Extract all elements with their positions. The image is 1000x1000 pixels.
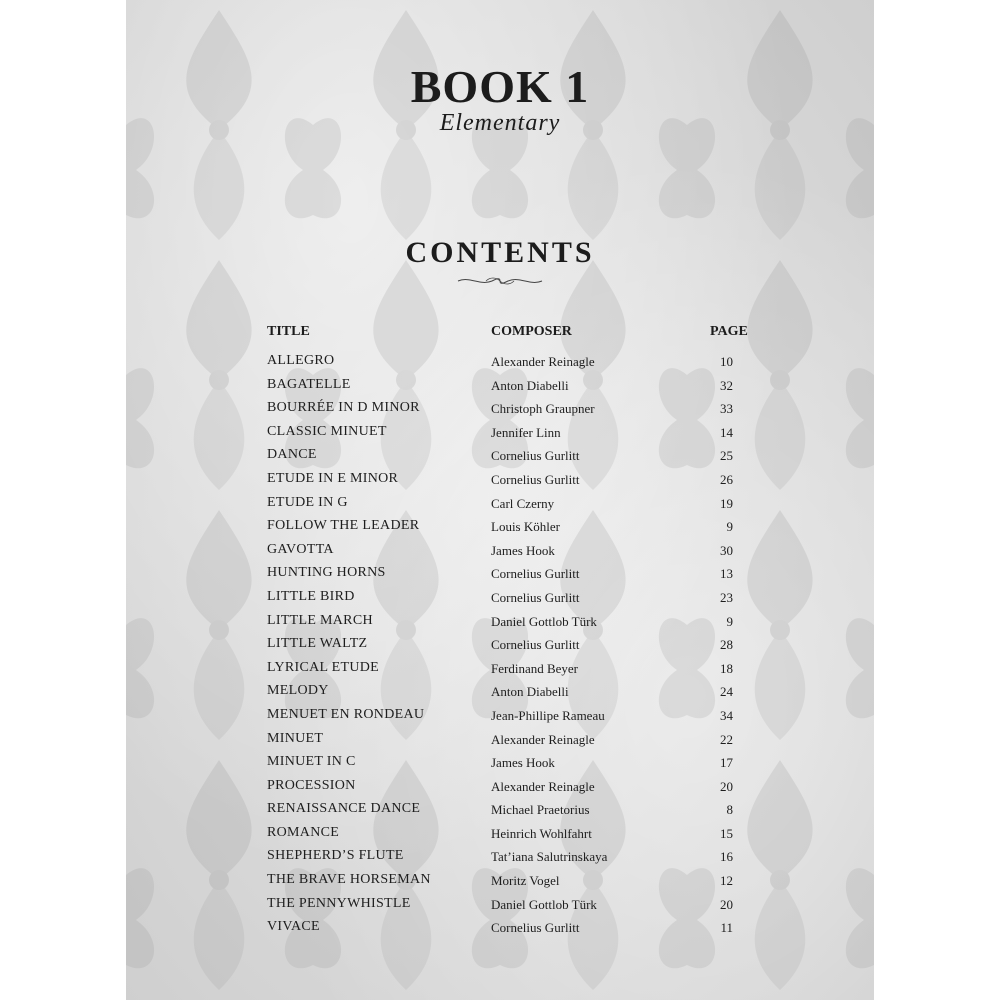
- toc-entry-page: 16: [720, 849, 733, 865]
- toc-entry-composer: Cornelius Gurlitt: [491, 566, 580, 582]
- toc-entry-title: ETUDE IN G: [267, 494, 348, 510]
- toc-entry-composer: Moritz Vogel: [491, 873, 560, 889]
- toc-entry: [267, 729, 747, 753]
- toc-entry: [267, 823, 747, 847]
- toc-entry-page: 14: [720, 424, 733, 440]
- toc-entry-composer: Christoph Graupner: [491, 401, 595, 417]
- toc-entry-title: MINUET: [267, 730, 324, 746]
- toc-entry-page: 32: [720, 377, 733, 393]
- toc-entry-page: 9: [726, 519, 733, 535]
- toc-entry-title: HUNTING HORNS: [267, 565, 386, 581]
- column-header-title: TITLE: [267, 324, 310, 339]
- toc-entry-title: THE PENNYWHISTLE: [267, 895, 411, 911]
- toc-entry-page: 26: [720, 471, 733, 487]
- toc-entry: [267, 634, 747, 658]
- toc-entry: [267, 658, 747, 682]
- toc-entry-composer: Alexander Reinagle: [491, 778, 595, 794]
- toc-entry-composer: Anton Diabelli: [491, 684, 569, 700]
- toc-entry: [267, 799, 747, 823]
- toc-entry-page: 11: [720, 920, 733, 936]
- toc-entry-composer: Tat’iana Salutrinskaya: [491, 849, 608, 865]
- toc-entry-title: RENAISSANCE DANCE: [267, 801, 421, 817]
- toc-entry-composer: Alexander Reinagle: [491, 731, 595, 747]
- toc-entry: [267, 469, 747, 493]
- toc-entry: [267, 445, 747, 469]
- toc-entry-page: 10: [720, 354, 733, 369]
- toc-entry: [267, 563, 747, 587]
- toc-entry: [267, 493, 747, 517]
- toc-entry: [267, 351, 747, 375]
- toc-entry-composer: Louis Köhler: [491, 519, 560, 535]
- toc-entry: [267, 776, 747, 800]
- toc-entry-composer: Alexander Reinagle: [491, 354, 595, 369]
- toc-entry: [267, 752, 747, 776]
- toc-entry-title: GAVOTTA: [267, 541, 334, 557]
- toc-entry-title: SHEPHERD’S FLUTE: [267, 848, 404, 864]
- toc-entry-composer: Anton Diabelli: [491, 377, 569, 393]
- column-header-page: PAGE: [710, 324, 748, 339]
- toc-entry: [267, 870, 747, 894]
- toc-entry-page: 12: [720, 873, 733, 889]
- toc-entry: [267, 540, 747, 564]
- toc-entry: [267, 375, 747, 399]
- toc-entry-composer: Cornelius Gurlitt: [491, 448, 580, 464]
- toc-entry-composer: Jean-Phillipe Rameau: [491, 707, 605, 723]
- toc-entry-composer: Michael Praetorius: [491, 802, 590, 818]
- toc-entry-title: THE BRAVE HORSEMAN: [267, 872, 431, 888]
- book-title: BOOK 1: [410, 61, 590, 112]
- toc-entry-composer: Cornelius Gurlitt: [491, 637, 580, 653]
- toc-entry-title: MINUET IN C: [267, 754, 356, 770]
- flourish-ornament-icon: [456, 274, 544, 288]
- toc-entry-composer: Heinrich Wohlfahrt: [491, 825, 592, 841]
- toc-entry-title: LYRICAL ETUDE: [267, 659, 380, 675]
- toc-entry-title: BAGATELLE: [267, 376, 351, 392]
- book-subtitle: Elementary: [439, 110, 561, 136]
- toc-entry-title: ROMANCE: [267, 824, 340, 840]
- toc-entry-composer: James Hook: [491, 542, 555, 558]
- toc-entry-title: ALLEGRO: [267, 353, 335, 368]
- toc-entry-title: MENUET EN RONDEAU: [267, 706, 425, 722]
- toc-entry-composer: Jennifer Linn: [491, 424, 561, 440]
- toc-entry-title: FOLLOW THE LEADER: [267, 518, 420, 534]
- column-header-composer: COMPOSER: [491, 324, 572, 339]
- toc-entry-composer: Daniel Gottlob Türk: [491, 613, 597, 629]
- toc-entry-page: 33: [720, 401, 733, 417]
- contents-table: [267, 351, 747, 941]
- toc-entry-title: VIVACE: [267, 919, 320, 935]
- toc-entry-page: 13: [720, 566, 733, 582]
- toc-entry-title: CLASSIC MINUET: [267, 423, 387, 439]
- toc-entry-page: 9: [726, 613, 733, 629]
- toc-entry: [267, 894, 747, 918]
- toc-entry-title: PROCESSION: [267, 777, 356, 793]
- toc-entry: [267, 587, 747, 611]
- toc-entry-title: MELODY: [267, 683, 329, 699]
- toc-entry: [267, 422, 747, 446]
- toc-entry: [267, 611, 747, 635]
- toc-entry-page: 18: [720, 660, 733, 676]
- toc-entry-title: LITTLE WALTZ: [267, 636, 368, 652]
- toc-entry-composer: Carl Czerny: [491, 495, 555, 511]
- toc-entry-composer: Ferdinand Beyer: [491, 660, 579, 676]
- toc-entry-page: 23: [720, 589, 733, 605]
- toc-entry-page: 22: [720, 731, 733, 747]
- toc-entry: [267, 398, 747, 422]
- toc-entry-title: DANCE: [267, 447, 317, 463]
- toc-entry-page: 19: [720, 495, 733, 511]
- toc-entry-page: 8: [726, 802, 733, 818]
- toc-entry-title: LITTLE MARCH: [267, 612, 373, 628]
- toc-entry-page: 34: [720, 707, 733, 723]
- toc-entry-title: ETUDE IN E MINOR: [267, 470, 399, 486]
- toc-entry-page: 20: [720, 778, 733, 794]
- toc-entry: [267, 705, 747, 729]
- toc-entry-composer: Cornelius Gurlitt: [491, 589, 580, 605]
- toc-entry-page: 17: [720, 755, 733, 771]
- toc-entry: [267, 846, 747, 870]
- toc-entry-title: LITTLE BIRD: [267, 588, 355, 604]
- toc-entry: [267, 681, 747, 705]
- toc-entry-page: 24: [720, 684, 733, 700]
- toc-entry-page: 15: [720, 825, 733, 841]
- toc-entry-page: 30: [720, 542, 733, 558]
- toc-entry-composer: Daniel Gottlob Türk: [491, 896, 597, 912]
- toc-entry: [267, 917, 747, 941]
- toc-entry-title: BOURRÉE IN D MINOR: [267, 400, 420, 416]
- contents-heading: CONTENTS: [405, 236, 595, 269]
- toc-entry: [267, 516, 747, 540]
- toc-entry-page: 20: [720, 896, 733, 912]
- toc-entry-page: 25: [720, 448, 733, 464]
- toc-entry-composer: Cornelius Gurlitt: [491, 920, 580, 936]
- toc-entry-composer: Cornelius Gurlitt: [491, 471, 580, 487]
- contents-page: [126, 0, 874, 1000]
- toc-entry-composer: James Hook: [491, 755, 555, 771]
- toc-entry-page: 28: [720, 637, 733, 653]
